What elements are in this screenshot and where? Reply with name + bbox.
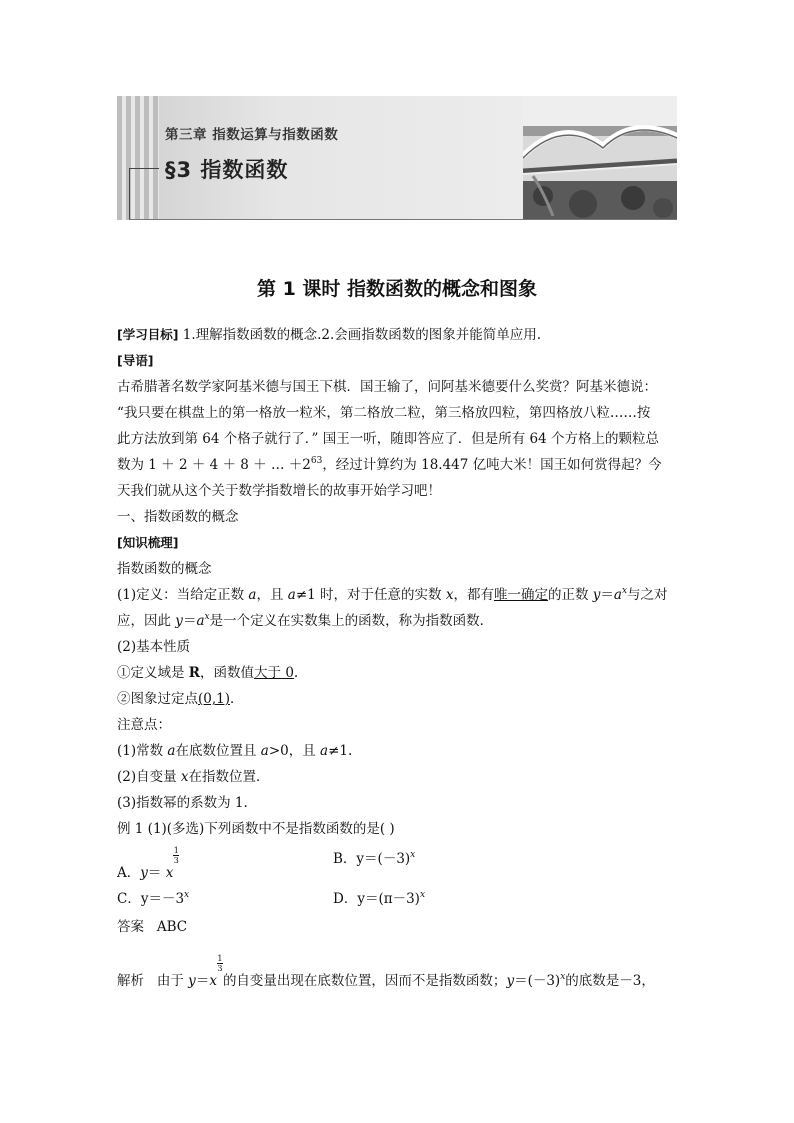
exponent: x	[621, 586, 628, 596]
var: y	[188, 973, 196, 989]
document-body	[117, 322, 679, 994]
exponent: x	[410, 850, 416, 860]
banner-stripes	[117, 96, 159, 220]
answer-value: ABC	[156, 919, 188, 935]
var: x	[209, 973, 217, 989]
note-line	[117, 738, 679, 764]
text: ，函数值	[200, 665, 255, 681]
text: 在底数位置且	[175, 743, 261, 759]
numerator: 1	[173, 846, 179, 855]
text: ，都有	[453, 587, 494, 603]
intro-sum-result: ，经过计算约为 18.447 亿吨大米！国王如何赏得起？今	[322, 457, 662, 473]
chapter-banner	[117, 96, 677, 220]
intro-line	[117, 452, 679, 478]
text: ，且	[256, 587, 288, 603]
analysis-label: 解析	[117, 973, 144, 989]
var: y	[175, 613, 183, 629]
intro-line: 天我们就从这个关于数学指数增长的故事开始学习吧！	[117, 483, 441, 499]
var: y	[592, 587, 601, 603]
option-text: D．y＝(π－3)	[333, 891, 420, 907]
option-b	[333, 846, 415, 886]
var: x	[445, 587, 454, 603]
text: ＝	[147, 865, 166, 881]
var: a	[613, 587, 622, 603]
text: 在指数位置．	[188, 769, 270, 785]
text: (2)自变量	[117, 769, 181, 785]
intro-line: 此方法放到第 64 个格子就行了．” 国王一听，随即答应了．但是所有 64 个方格上的颗粒总	[117, 431, 659, 447]
option-label: A．	[117, 865, 141, 881]
chapter-title: 第三章 指数运算与指数函数	[165, 127, 339, 143]
text: .	[293, 665, 299, 681]
text: >0，且	[268, 743, 321, 759]
var: a	[260, 743, 269, 759]
option-d	[333, 886, 425, 912]
text: 的正数	[547, 587, 593, 603]
var: a	[167, 743, 176, 759]
underlined-answer: 唯一确定	[493, 587, 548, 603]
exponent: x	[419, 890, 426, 900]
banner-deco-line	[129, 168, 159, 169]
real-set: R	[188, 665, 201, 681]
option-a	[117, 846, 333, 886]
answer-line	[117, 914, 679, 940]
intro-exponent: 63	[310, 456, 323, 466]
intro-label: [导语]	[117, 353, 154, 368]
note-line: (3)指数幂的系数为 1.	[117, 795, 248, 811]
text: ≠1 时，对于任意的实数	[295, 587, 446, 603]
text: (1)常数	[117, 743, 168, 759]
exponent: x	[204, 612, 210, 622]
text: ②图象过定点	[117, 691, 198, 707]
var: y	[140, 865, 148, 881]
definition-line	[117, 608, 679, 634]
text: 应，因此	[117, 613, 176, 629]
bridge-photo	[523, 96, 677, 220]
text: ＝(－3)	[514, 973, 561, 989]
intro-sum: 数为 1 ＋ 2 ＋ 4 ＋ 8 ＋ … ＋2	[117, 457, 311, 473]
denominator: 3	[173, 856, 179, 865]
var: x	[165, 865, 174, 881]
fraction-exponent	[217, 954, 223, 973]
basic-properties-title: (2)基本性质	[117, 639, 191, 655]
lesson-title: 第 1 课时 指数函数的概念和图象	[256, 278, 538, 300]
banner-deco-line-vertical	[129, 168, 130, 220]
intro-line: 古希腊著名数学家阿基米德与国王下棋．国王输了，问阿基米德要什么奖赏？阿基米德说：	[117, 379, 657, 395]
option-text: C．y＝－3	[117, 891, 185, 907]
option-text: B．y＝(－3)	[333, 851, 411, 867]
text: 由于	[156, 973, 189, 989]
var: a	[248, 587, 257, 603]
notes-title: 注意点：	[117, 717, 171, 733]
var: y	[506, 973, 515, 989]
section-title: §3 指数函数	[165, 158, 289, 182]
text: ．	[230, 691, 244, 707]
denominator: 3	[217, 964, 223, 973]
property-line	[117, 660, 679, 686]
text: ≠1.	[328, 743, 353, 759]
answer-label: 答案	[117, 919, 144, 935]
text: (1)定义：当给定正数	[117, 587, 249, 603]
banner-base-line	[129, 219, 677, 220]
exponent: x	[560, 972, 566, 982]
intro-line: “我只要在棋盘上的第一格放一粒米，第二格放二粒，第三格放四粒，第四格放八粒……按	[117, 405, 651, 421]
underlined-answer: (0,1)	[198, 691, 231, 707]
objectives-label: [学习目标]	[117, 327, 179, 342]
underlined-answer: 大于 0	[254, 665, 294, 681]
options-row	[117, 846, 679, 886]
text: ①定义域是	[117, 665, 189, 681]
definition-line	[117, 582, 679, 608]
options-row	[117, 886, 679, 912]
fraction-exponent	[173, 846, 179, 865]
objectives-text: 1.理解指数函数的概念.2.会画指数函数的图象并能简单应用.	[182, 327, 542, 343]
text: ＝	[600, 587, 614, 603]
var: a	[196, 613, 205, 629]
text: 的自变量出现在底数位置，因而不是指数函数；	[222, 973, 507, 989]
text: 的底数是－3，	[565, 973, 655, 989]
analysis-line	[117, 954, 679, 994]
concept-title: 指数函数的概念	[117, 561, 212, 577]
text: ＝	[182, 613, 197, 629]
knowledge-label: [知识梳理]	[117, 535, 179, 550]
objectives	[117, 322, 679, 348]
text: 是一个定义在实数集上的函数，称为指数函数．	[209, 613, 494, 629]
option-c	[117, 886, 333, 912]
exponent: x	[184, 890, 190, 900]
example-title: 例 1 (1)(多选)下列函数中不是指数函数的是( )	[117, 821, 395, 837]
part-heading: 一、指数函数的概念	[117, 509, 239, 525]
var: x	[180, 769, 189, 785]
var: a	[320, 743, 329, 759]
note-line	[117, 764, 679, 790]
numerator: 1	[217, 954, 223, 963]
property-line	[117, 686, 679, 712]
text: 与之对	[627, 587, 668, 603]
var: a	[287, 587, 296, 603]
text: ＝	[195, 973, 210, 989]
